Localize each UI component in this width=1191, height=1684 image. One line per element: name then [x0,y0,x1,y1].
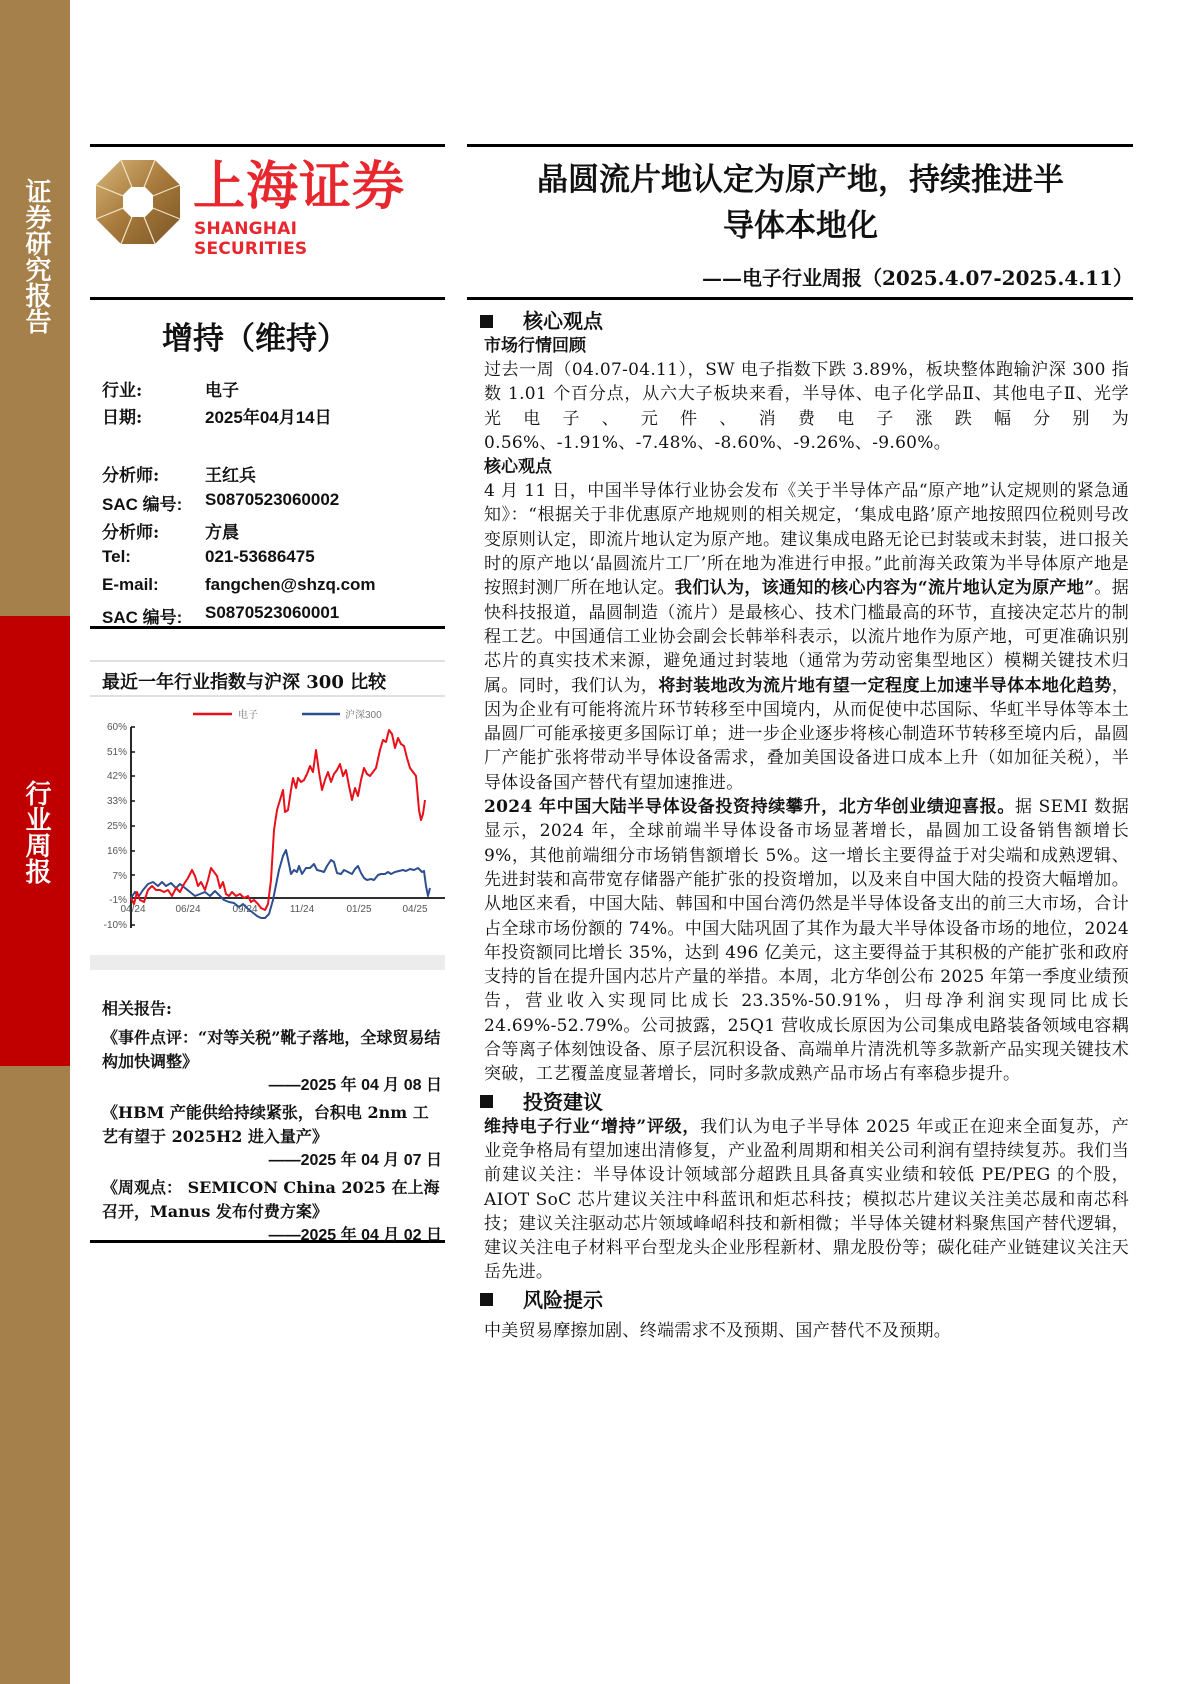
svg-text:25%: 25% [106,821,127,832]
section-heading-risk [478,1287,1129,1313]
octagon-logo-icon [95,159,181,245]
related-report-date: ——2025 年 04 月 02 日 [268,1227,442,1244]
analyst-label: 分析师: [102,466,160,486]
square-bullet-icon [480,1293,493,1306]
divider [90,144,445,147]
report-subtitle: ——电子行业周报（2025.4.07-2025.4.11） [702,266,1133,290]
sac-value: S0870523060001 [205,603,340,622]
chart-title: 最近一年行业指数与沪深 300 比较 [102,672,387,693]
email-label: E-mail: [102,575,159,594]
svg-text:51%: 51% [106,747,127,758]
date-label: 日期: [102,408,143,428]
main-content [484,308,1129,1343]
section-heading-invest [478,1089,1129,1115]
legend-electronics: 电子 [238,710,258,721]
section-title: 风险提示 [523,1287,603,1312]
analyst-label: 分析师: [102,523,160,543]
square-bullet-icon [480,1095,493,1108]
sac-label: SAC 编号: [102,495,183,514]
section-title: 核心观点 [523,309,603,333]
related-report-link[interactable]: 《HBM 产能供给持续紧张，台积电 2nm 工艺有望于 2025H2 进入量产》 [102,1103,429,1146]
divider [467,297,1133,300]
market-review-heading: 市场行情回顾 [484,336,586,356]
svg-text:60%: 60% [106,722,127,733]
divider [467,144,1133,147]
date-value: 2025年04月14日 [205,408,332,427]
square-bullet-icon [480,315,493,328]
tel-value: 021-53686475 [205,547,315,566]
related-report-date: ——2025 年 04 月 08 日 [268,1077,442,1094]
logo-chinese-name: 上海证券 [193,157,406,217]
section-heading-core [478,308,1129,334]
index-comparison-chart [90,660,445,970]
svg-text:06/24: 06/24 [175,904,201,915]
risk-text: 中美贸易摩擦加剧、终端需求不及预期、国产替代不及预期。 [484,1320,952,1341]
email-link[interactable]: fangchen@shzq.com [205,575,376,594]
svg-text:-1%: -1% [109,895,127,906]
analyst-name: 王红兵 [205,466,256,486]
sac-label: SAC 编号: [102,608,183,627]
industry-value: 电子 [205,381,239,401]
related-report-date: ——2025 年 04 月 07 日 [268,1152,442,1169]
section-title: 投资建议 [523,1089,603,1114]
rating: 增持（维持） [162,321,348,357]
title-line-1: 晶圆流片地认定为原产地，持续推进半 [537,162,1064,198]
semi-equipment-text: 2024 年中国大陆半导体设备投资持续攀升，北方华创业绩迎喜报。据 SEMI 数据显示，2024 年，全球前端半导体设备市场显著增长，晶圆加工设备销售额增长 9%，其他前端细分市场销售额增长 5%。这一增长主要得益于对尖端和成熟逻辑、先进封装和高带宽存储器产能扩张的投资增加，以及来自中国大陆的投资大幅增加。从地区来看，中国大陆、韩国和中国台湾仍然是半导体设备支出的前三大市场，合计占全球市场份额的 74%。中国大陆巩固了其作为最大半导体设备市场的地位，2024 年投资额同比增长 35%，达到 496 亿美元，这主要得益于其积极的产能扩张和政府支持的旨在提升国内芯片产量的举措。本周，北方华创公布 2025 年第一季度业绩预告，营业收入实现同比成长 23.35%-50.91%，归母净利润实现同比成长 24.69%-52.79%。公司披露，25Q1 营收成长原因为公司集成电路装备领域电容耦合等离子体刻蚀设备、原子层沉积设备、高端单片清洗机等多款新产品实现关键技术突破，工艺覆盖度显著增长，同时多款成熟产品市场占有率稳步提升。 [484,797,1129,1085]
report-category-label: 行业周报 [21,780,51,884]
svg-text:04/25: 04/25 [402,904,428,915]
core-view-text: 4 月 11 日，中国半导体行业协会发布《关于半导体产品“原产地”认定规则的紧急通知》：“根据关于非优惠原产地规则的相关规定，‘集成电路’原产地按照四位税则号改变原则认定，即流片地认定为原产地。建议集成电路无论已封装或未封装，进口报关时的原产地以‘晶圆流片工厂’所在地为准进行申报。”此前海关政策为半导体原产地是按照封测厂所在地认定。我们认为，该通知的核心内容为“流片地认定为原产地”。据快科技报道，晶圆制造（流片）是最核心、技术门槛最高的环节，直接决定芯片的制程工艺。中国通信工业协会副会长韩举科表示，以流片地作为原产地，可更准确识别芯片的真实技术来源，避免通过封装地（通常为劳动密集型地区）模糊关键技术归属。同时，我们认为，将封装地改为流片地有望一定程度上加速半导体本地化趋势，因为企业有可能将流片环节转移至中国境内，从而促使中芯国际、华虹半导体等本土晶圆厂可能承接更多国际订单；进一步企业逐步将核心制造环节转移至境内后，晶圆厂产能扩张将带动半导体设备需求，叠加美国设备进口成本上升（如加征关税），半导体设备国产替代有望加速推进。 [484,481,1129,793]
svg-text:01/25: 01/25 [346,904,372,915]
core-view-heading: 核心观点 [484,457,552,478]
analyst-name: 方晨 [205,523,239,543]
svg-text:16%: 16% [106,846,127,857]
svg-text:11/24: 11/24 [289,904,315,915]
chart-footer-band [90,955,445,970]
sac-value: S0870523060002 [205,490,340,509]
title-line-2: 导体本地化 [723,208,878,244]
related-report-link[interactable]: 《事件点评：“对等关税”靴子落地，全球贸易结构加快调整》 [102,1028,441,1071]
svg-text:09/24: 09/24 [232,904,258,915]
line-chart [90,660,445,955]
related-reports [102,996,442,1251]
svg-text:-10%: -10% [103,920,127,931]
legend-csi300: 沪深300 [345,710,382,721]
market-review-text: 过去一周（04.07-04.11），SW 电子指数下跌 3.89%，板块整体跑输沪深 300 指数 1.01 个百分点，从六大子板块来看，半导体、电子化学品Ⅱ、其他电子Ⅱ、光学光电子、元件、消费电子涨跌幅分别为 0.56%、-1.91%、-7.48%、-8.60%、-9.26%、-9.60%。 [484,360,1129,453]
invest-text: 维持电子行业“增持”评级，我们认为电子半导体 2025 年或正在迎来全面复苏，产业竞争格局有望加速出清修复，产业盈利周期和相关公司利润有望持续复苏。我们当前建议关注：半导体设计领域部分超跌且具备真实业绩和较低 PE/PEG 的个股，AIOT SoC 芯片建议关注中科蓝讯和炬芯科技；模拟芯片建议关注美芯晟和南芯科技；建议关注驱动芯片领域峰岹科技和新相微；半导体关键材料聚焦国产替代逻辑，建议关注电子材料平台型龙头企业彤程新材、鼎龙股份等；碳化硅产业链建议关注天岳先进。 [484,1116,1129,1283]
company-logo [95,157,415,259]
svg-text:33%: 33% [106,796,127,807]
report-title [468,157,1133,249]
logo-english-name: SHANGHAI SECURITIES [194,219,308,259]
svg-text:42%: 42% [106,771,127,782]
divider [90,297,445,300]
related-reports-heading: 相关报告: [102,999,172,1018]
svg-text:04/24: 04/24 [120,904,146,915]
report-type-label: 证券研究报告 [21,178,51,334]
related-report-link[interactable]: 《周观点： SEMICON China 2025 在上海召开，Manus 发布付费方案》 [102,1178,440,1221]
industry-label: 行业: [102,381,143,401]
svg-text:7%: 7% [112,871,127,882]
tel-label: Tel: [102,547,131,566]
